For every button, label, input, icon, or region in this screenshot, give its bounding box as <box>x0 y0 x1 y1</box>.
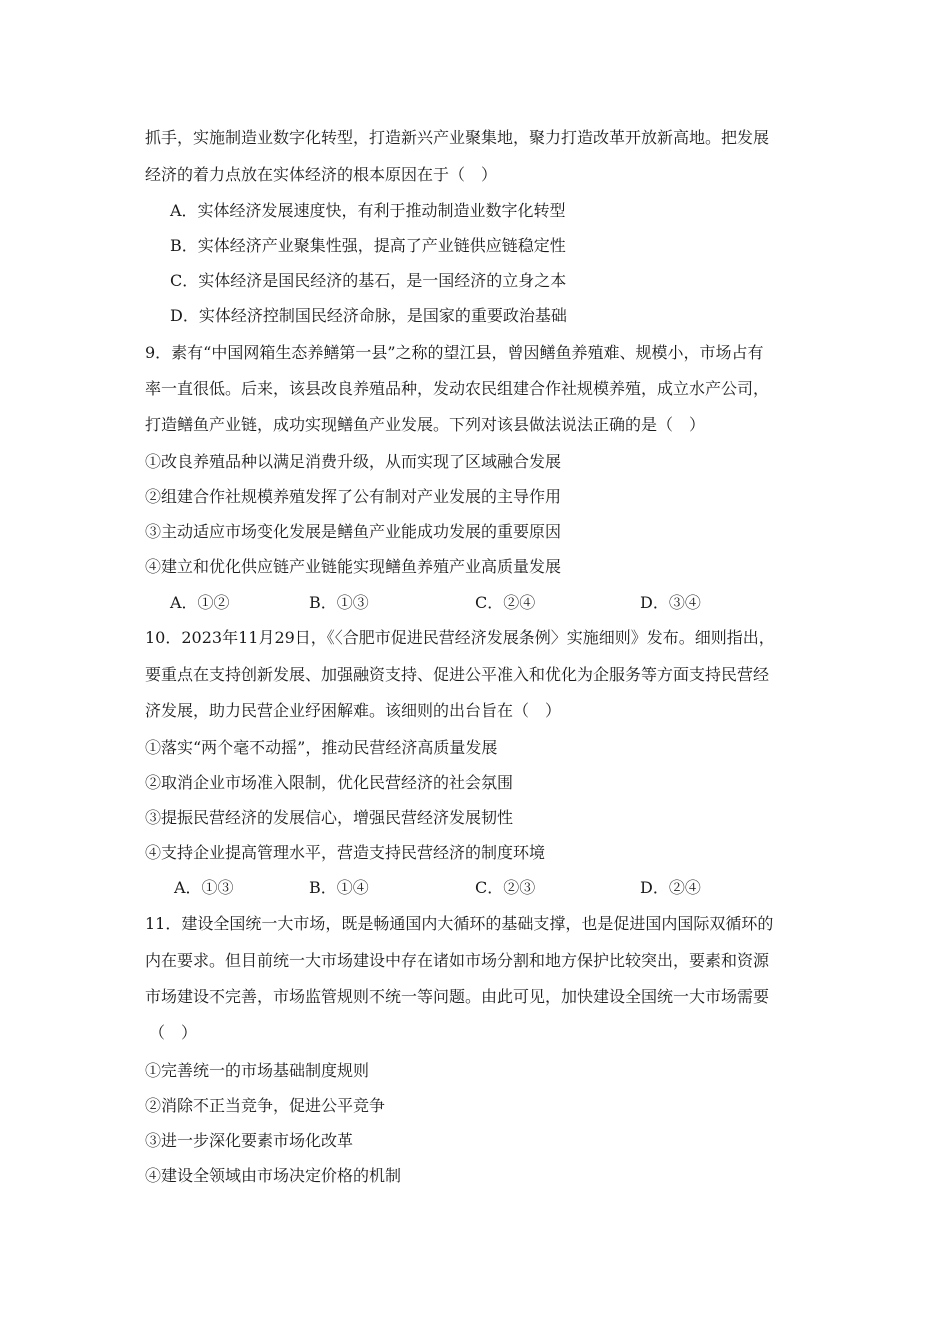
q10-stem-line-1: 10．2023年11月29日，《〈合肥市促进民营经济发展条例〉实施细则》发布。细则指出， <box>145 628 775 647</box>
q9-choice-b: B．①③ <box>309 593 369 612</box>
q10-choice-d: D．②④ <box>640 878 701 897</box>
q10-choice-c: C．②③ <box>475 878 536 897</box>
q8-option-d: D．实体经济控制国民经济命脉，是国家的重要政治基础 <box>170 306 567 325</box>
q11-stem-line-4: （ ） <box>149 1023 198 1042</box>
q9-choice-d: D．③④ <box>640 593 701 612</box>
q11-stem-line-2: 内在要求。但目前统一大市场建设中存在诸如市场分割和地方保护比较突出，要素和资源 <box>145 951 770 970</box>
q10-choice-b: B．①④ <box>309 878 369 897</box>
q8-stem-line-2: 经济的着力点放在实体经济的根本原因在于（ ） <box>145 165 498 184</box>
q10-stem-line-2: 要重点在支持创新发展、加强融资支持、促进公平准入和优化为企服务等方面支持民营经 <box>145 665 770 684</box>
q10-item-2: ②取消企业市场准入限制，优化民营经济的社会氛围 <box>145 773 514 792</box>
q8-option-a: A．实体经济发展速度快，有利于推动制造业数字化转型 <box>170 201 566 220</box>
q9-choice-c: C．②④ <box>475 593 536 612</box>
q11-item-3: ③进一步深化要素市场化改革 <box>145 1131 354 1150</box>
q10-stem-line-3: 济发展，助力民营企业纾困解难。该细则的出台旨在（ ） <box>145 701 562 720</box>
q10-item-1: ①落实“两个毫不动摇”，推动民营经济高质量发展 <box>145 738 498 757</box>
q11-stem-line-3: 市场建设不完善，市场监管规则不统一等问题。由此可见，加快建设全国统一大市场需要 <box>145 987 770 1006</box>
q9-choice-a: A．①② <box>170 593 230 612</box>
q11-stem-line-1: 11．建设全国统一大市场，既是畅通国内大循环的基础支撑，也是促进国内国际双循环的 <box>145 914 774 933</box>
q8-option-c: C．实体经济是国民经济的基石，是一国经济的立身之本 <box>170 271 567 290</box>
q9-item-3: ③主动适应市场变化发展是鳝鱼产业能成功发展的重要原因 <box>145 522 562 541</box>
q9-item-1: ①改良养殖品种以满足消费升级，从而实现了区域融合发展 <box>145 452 562 471</box>
q10-item-4: ④支持企业提高管理水平，营造支持民营经济的制度环境 <box>145 843 546 862</box>
q10-item-3: ③提振民营经济的发展信心，增强民营经济发展韧性 <box>145 808 514 827</box>
q8-stem-line-1: 抓手，实施制造业数字化转型，打造新兴产业聚集地，聚力打造改革开放新高地。把发展 <box>145 128 770 147</box>
q8-option-b: B．实体经济产业聚集性强，提高了产业链供应链稳定性 <box>170 236 566 255</box>
q11-item-1: ①完善统一的市场基础制度规则 <box>145 1061 370 1080</box>
q10-choice-a: A．①③ <box>174 878 234 897</box>
q9-stem-line-1: 9．素有“中国网箱生态养鳝第一县”之称的望江县，曾因鳝鱼养殖难、规模小，市场占有 <box>145 343 764 362</box>
q9-item-4: ④建立和优化供应链产业链能实现鳝鱼养殖产业高质量发展 <box>145 557 562 576</box>
q9-stem-line-2: 率一直很低。后来，该县改良养殖品种，发动农民组建合作社规模养殖，成立水产公司， <box>145 379 770 398</box>
q9-stem-line-3: 打造鳝鱼产业链，成功实现鳝鱼产业发展。下列对该县做法说法正确的是（ ） <box>145 415 706 434</box>
q9-item-2: ②组建合作社规模养殖发挥了公有制对产业发展的主导作用 <box>145 487 562 506</box>
q11-item-4: ④建设全领域由市场决定价格的机制 <box>145 1166 402 1185</box>
q11-item-2: ②消除不正当竞争，促进公平竞争 <box>145 1096 386 1115</box>
